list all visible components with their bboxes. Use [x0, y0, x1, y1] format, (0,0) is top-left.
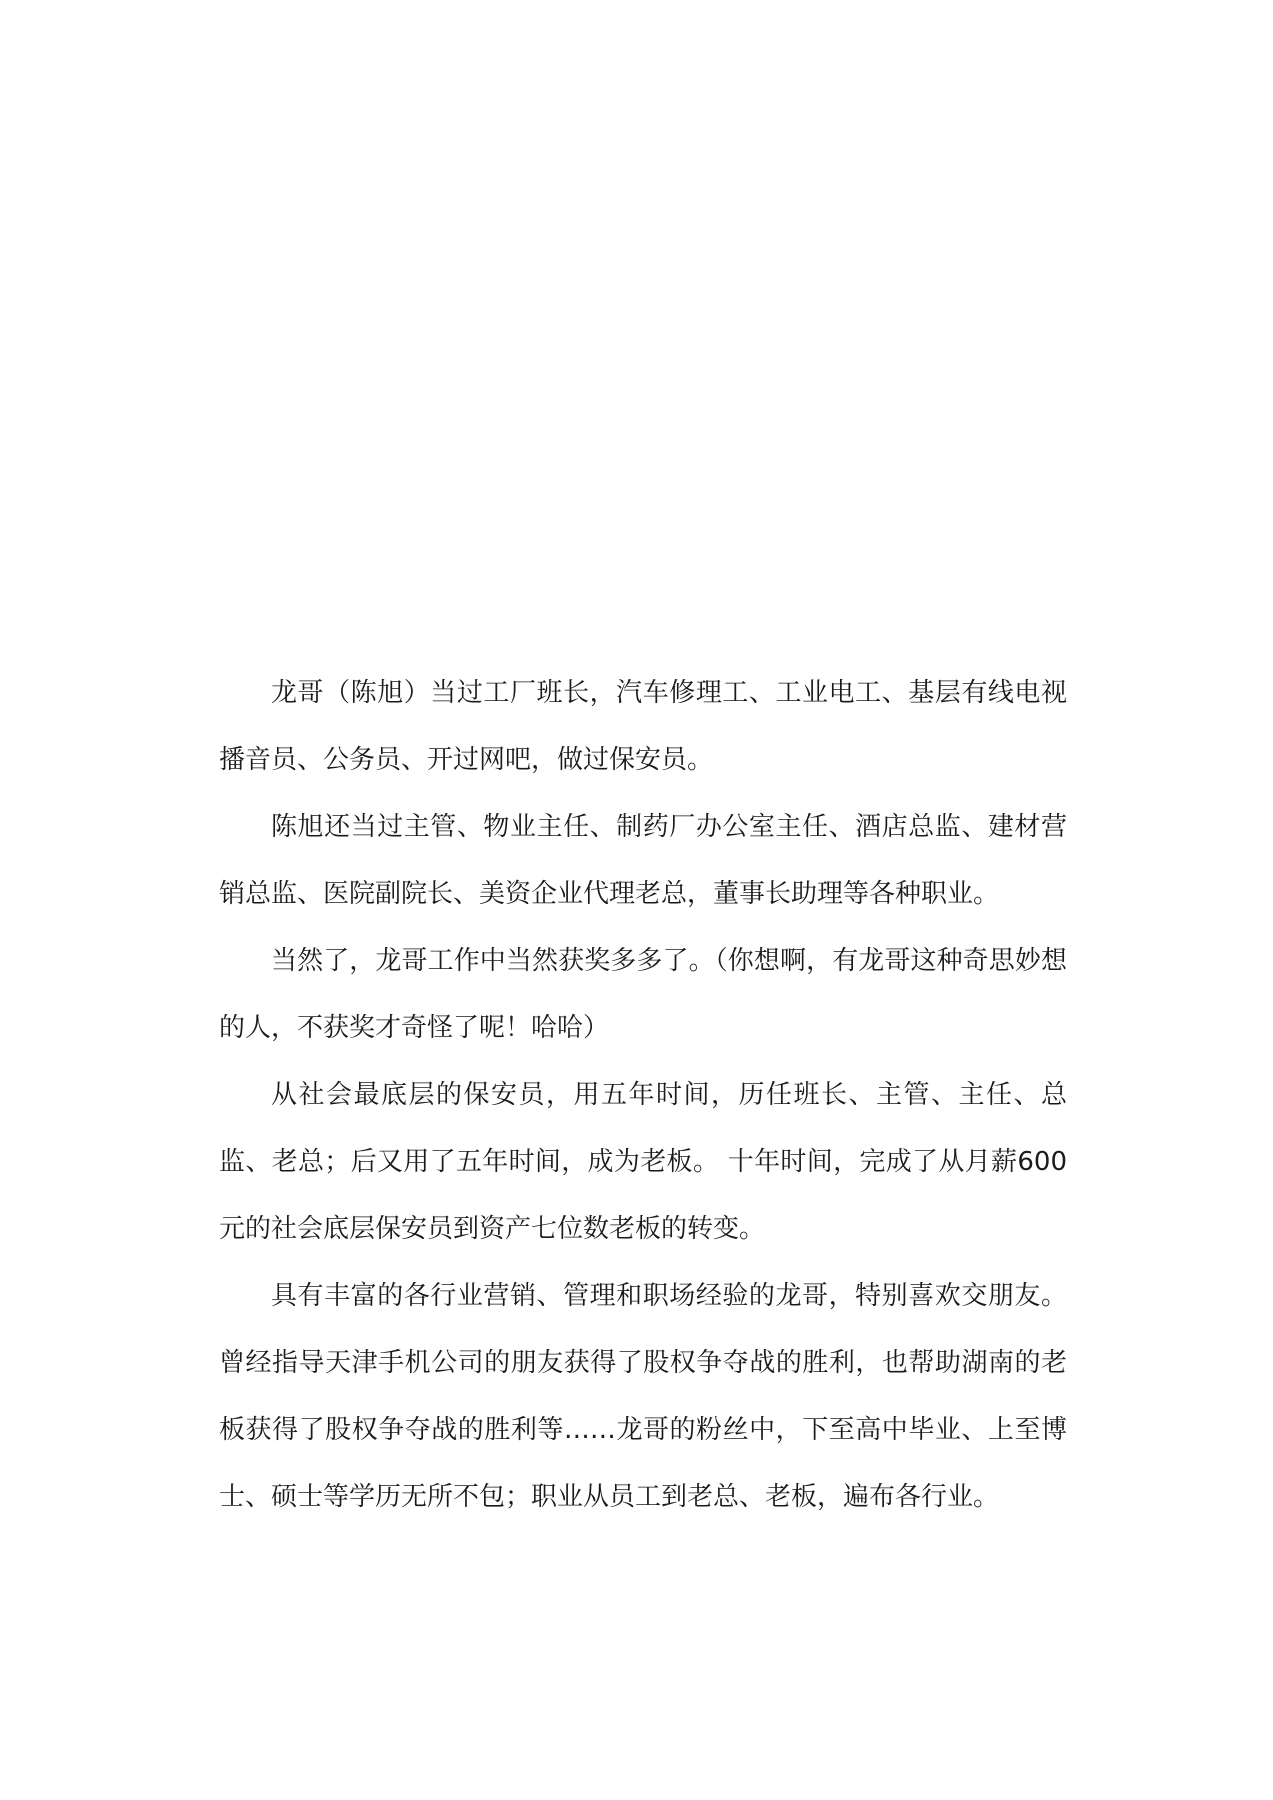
body-text [219, 660, 1067, 1531]
paragraph-career-management: 陈旭还当过主管、物业主任、制药厂办公室主任、酒店总监、建材营销总监、医院副院长、美资企业代理老总，董事长助理等各种职业。 [219, 812, 1067, 909]
paragraph-career-early: 龙哥（陈旭）当过工厂班长，汽车修理工、工业电工、基层有线电视播音员、公务员、开过网吧，做过保安员。 [219, 678, 1067, 775]
paragraph-promotion: 从社会最底层的保安员，用五年时间，历任班长、主管、主任、总监、老总；后又用了五年时间，成为老板。 十年时间，完成了从月薪600元的社会底层保安员到资产七位数老板的转变。 [219, 1080, 1067, 1244]
paragraph-experience: 具有丰富的各行业营销、管理和职场经验的龙哥，特别喜欢交朋友。曾经指导天津手机公司的朋友获得了股权争夺战的胜利，也帮助湖南的老板获得了股权争夺战的胜利等……龙哥的粉丝中，下至高中毕业、上至博士、硕士等学历无所不包；职业从员工到老总、老板，遍布各行业。 [219, 1281, 1067, 1512]
paragraph-awards: 当然了，龙哥工作中当然获奖多多了。（你想啊，有龙哥这种奇思妙想的人，不获奖才奇怪了呢！哈哈） [219, 946, 1067, 1043]
